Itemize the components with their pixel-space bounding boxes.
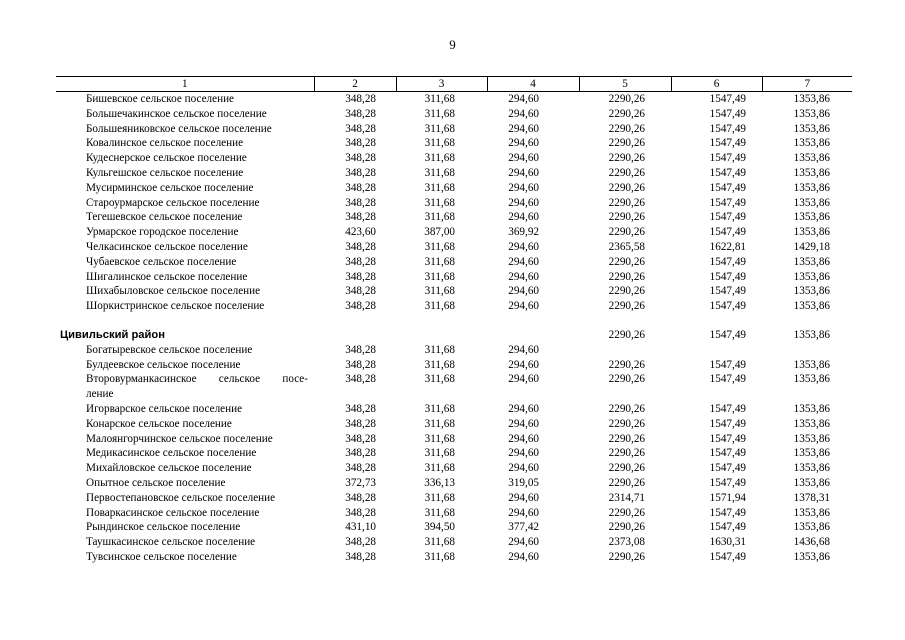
cell-col3: 336,13 (424, 476, 455, 489)
cell-col6: 1547,49 (709, 107, 746, 120)
table-row (56, 196, 852, 211)
spacer-row (56, 314, 852, 328)
cell-col2: 348,28 (345, 373, 376, 386)
cell-col4: 369,92 (508, 226, 539, 239)
cell-col7: 1353,86 (793, 402, 830, 415)
cell-col7: 1353,86 (793, 521, 830, 534)
cell-col3: 311,68 (424, 432, 455, 445)
table-row (56, 476, 852, 491)
settlement-name: Челкасинское сельское поселение (86, 240, 248, 253)
settlement-name: Таушкасинское сельское поселение (86, 536, 256, 549)
cell-col7: 1353,86 (793, 506, 830, 519)
settlement-name: Мусирминское сельское поселение (86, 181, 254, 194)
cell-col4: 319,05 (508, 476, 539, 489)
cell-col4: 294,60 (508, 300, 539, 313)
cell-col7: 1353,86 (793, 270, 830, 283)
table-row (56, 417, 852, 432)
column-number-row (56, 77, 852, 92)
table-row (56, 210, 852, 225)
cell-col7: 1353,86 (793, 358, 830, 371)
cell-col4: 294,60 (508, 343, 539, 356)
cell-col4: 294,60 (508, 447, 539, 460)
table-row (56, 225, 852, 240)
cell-col6: 1547,49 (709, 137, 746, 150)
settlement-name: Игорварское сельское поселение (86, 402, 243, 415)
settlement-name: Второвурманкасинское сельское посе- ление (86, 373, 308, 401)
column-header: 2 (314, 77, 396, 92)
settlement-name: Опытное сельское поселение (86, 476, 226, 489)
column-header: 5 (579, 77, 671, 92)
cell-col2: 348,28 (345, 300, 376, 313)
table-row (56, 270, 852, 285)
cell-col6: 1571,94 (709, 491, 746, 504)
cell-col7: 1353,86 (793, 196, 830, 209)
cell-col2: 348,28 (345, 255, 376, 268)
cell-col3: 311,68 (424, 300, 455, 313)
settlement-name: Медикасинское сельское поселение (86, 447, 257, 460)
cell-col5: 2290,26 (608, 462, 645, 475)
cell-col7: 1353,86 (793, 137, 830, 150)
cell-col2: 348,28 (345, 181, 376, 194)
cell-col4: 294,60 (508, 550, 539, 563)
settlement-name: Урмарское городское поселение (86, 226, 239, 239)
settlement-name: Конарское сельское поселение (86, 417, 232, 430)
cell-col7: 1436,68 (793, 536, 830, 549)
table-row (56, 136, 852, 151)
cell-col5 (579, 343, 671, 358)
cell-col3: 311,68 (424, 255, 455, 268)
table-row (56, 461, 852, 476)
cell-col5: 2290,26 (608, 550, 645, 563)
settlement-name: Поваркасинское сельское поселение (86, 506, 260, 519)
cell-col2: 348,28 (345, 122, 376, 135)
cell-col7: 1353,86 (793, 417, 830, 430)
cell-col3: 311,68 (424, 402, 455, 415)
cell-col5: 2290,26 (608, 521, 645, 534)
settlement-name: Староурмарское сельское поселение (86, 196, 260, 209)
settlement-name: Большеяниковское сельское поселение (86, 122, 272, 135)
district-name: Цивильский район (60, 328, 165, 341)
cell-col2: 348,28 (345, 211, 376, 224)
cell-col7: 1353,86 (793, 373, 830, 386)
cell-col3: 311,68 (424, 343, 455, 356)
cell-col7: 1353,86 (793, 181, 830, 194)
table-row (56, 520, 852, 535)
cell-col3: 311,68 (424, 122, 455, 135)
cell-col6: 1547,49 (709, 285, 746, 298)
cell-col7: 1353,86 (793, 226, 830, 239)
cell-col5: 2290,26 (608, 417, 645, 430)
cell-col5: 2373,08 (608, 536, 645, 549)
column-header: 4 (487, 77, 579, 92)
column-header: 7 (762, 77, 852, 92)
district-row (56, 328, 852, 343)
settlement-name: Ковалинское сельское поселение (86, 137, 244, 150)
cell-col4: 294,60 (508, 255, 539, 268)
cell-col2: 348,28 (345, 506, 376, 519)
cell-col3: 311,68 (424, 211, 455, 224)
cell-col3: 311,68 (424, 93, 455, 105)
cell-col5: 2290,26 (608, 373, 645, 386)
cell-col7: 1353,86 (793, 432, 830, 445)
table-row (56, 358, 852, 373)
cell-col6: 1630,31 (709, 536, 746, 549)
cell-col2: 348,28 (345, 447, 376, 460)
cell-col6: 1547,49 (709, 196, 746, 209)
cell-col7: 1353,86 (793, 255, 830, 268)
cell-col4: 294,60 (508, 93, 539, 105)
cell-col3: 311,68 (424, 462, 455, 475)
cell-col7: 1353,86 (793, 166, 830, 179)
cell-col3: 311,68 (424, 107, 455, 120)
cell-col3: 394,50 (424, 521, 455, 534)
cell-col5: 2290,26 (608, 358, 645, 371)
cell-col5: 2290,26 (608, 270, 645, 283)
cell-col2: 348,28 (345, 196, 376, 209)
column-header: 1 (56, 77, 314, 92)
cell-col5: 2290,26 (608, 300, 645, 313)
cell-col4: 294,60 (508, 240, 539, 253)
cell-col3 (396, 328, 487, 343)
settlements-block-1 (56, 92, 852, 314)
cell-col4: 294,60 (508, 270, 539, 283)
table-row (56, 240, 852, 255)
cell-col2: 348,28 (345, 417, 376, 430)
cell-col3: 311,68 (424, 152, 455, 165)
cell-col2: 348,28 (345, 270, 376, 283)
cell-col5: 2290,26 (608, 211, 645, 224)
page-number: 9 (449, 37, 456, 52)
cell-col4: 377,42 (508, 521, 539, 534)
cell-col3: 387,00 (424, 226, 455, 239)
cell-col2: 348,28 (345, 166, 376, 179)
table-row (56, 446, 852, 461)
cell-col6: 1547,49 (709, 476, 746, 489)
cell-col4: 294,60 (508, 402, 539, 415)
cell-col2: 348,28 (345, 137, 376, 150)
cell-col5: 2290,26 (608, 166, 645, 179)
cell-col7: 1353,86 (793, 211, 830, 224)
district-section (56, 314, 852, 343)
cell-col5: 2290,26 (608, 447, 645, 460)
cell-col6: 1547,49 (709, 506, 746, 519)
cell-col4: 294,60 (508, 373, 539, 386)
cell-col7: 1353,86 (793, 476, 830, 489)
cell-col2: 348,28 (345, 93, 376, 105)
cell-col2: 348,28 (345, 358, 376, 371)
cell-col6: 1547,49 (709, 462, 746, 475)
settlement-name: Шигалинское сельское поселение (86, 270, 248, 283)
cell-col5: 2290,26 (608, 506, 645, 519)
cell-col7: 1353,86 (793, 300, 830, 313)
tariff-table (56, 76, 852, 565)
cell-col4: 294,60 (508, 462, 539, 475)
cell-col3: 311,68 (424, 373, 455, 386)
cell-col5: 2290,26 (608, 285, 645, 298)
cell-col6: 1547,49 (709, 328, 746, 341)
table-row (56, 491, 852, 506)
settlement-name: Кудеснерское сельское поселение (86, 152, 247, 165)
cell-col2: 348,28 (345, 285, 376, 298)
cell-col4: 294,60 (508, 285, 539, 298)
cell-col2: 348,28 (345, 491, 376, 504)
cell-col4: 294,60 (508, 196, 539, 209)
cell-col7: 1353,86 (793, 93, 830, 105)
cell-col4: 294,60 (508, 107, 539, 120)
cell-col2: 348,28 (345, 550, 376, 563)
settlement-name: Булдеевское сельское поселение (86, 358, 241, 371)
table-row (56, 550, 852, 565)
cell-col7: 1353,86 (793, 152, 830, 165)
settlement-name: Рындинское сельское поселение (86, 521, 241, 534)
cell-col2 (314, 328, 396, 343)
cell-col5: 2290,26 (608, 432, 645, 445)
column-header: 6 (671, 77, 762, 92)
cell-col6: 1547,49 (709, 358, 746, 371)
cell-col4: 294,60 (508, 166, 539, 179)
settlement-name: Шихабыловское сельское поселение (86, 285, 261, 298)
cell-col2: 372,73 (345, 476, 376, 489)
table-row (56, 535, 852, 550)
settlement-name: Тегешевское сельское поселение (86, 211, 243, 224)
cell-col6: 1622,81 (709, 240, 746, 253)
settlement-name: Кульгешское сельское поселение (86, 166, 244, 179)
cell-col4: 294,60 (508, 506, 539, 519)
settlement-name: Малоянгорчинское сельское поселение (86, 432, 273, 445)
table-row (56, 432, 852, 447)
settlement-name: Первостепановское сельское поселение (86, 491, 276, 504)
cell-col4: 294,60 (508, 211, 539, 224)
cell-col6: 1547,49 (709, 122, 746, 135)
cell-col4: 294,60 (508, 491, 539, 504)
cell-col5: 2290,26 (608, 255, 645, 268)
cell-col6: 1547,49 (709, 402, 746, 415)
cell-col6 (671, 343, 762, 358)
cell-col5: 2365,58 (608, 240, 645, 253)
cell-col5: 2290,26 (608, 122, 645, 135)
cell-col5: 2290,26 (608, 226, 645, 239)
cell-col5: 2314,71 (608, 491, 645, 504)
cell-col6: 1547,49 (709, 373, 746, 386)
cell-col3: 311,68 (424, 166, 455, 179)
cell-col3: 311,68 (424, 240, 455, 253)
table-row (56, 92, 852, 107)
cell-col5: 2290,26 (608, 402, 645, 415)
cell-col3: 311,68 (424, 181, 455, 194)
cell-col6: 1547,49 (709, 521, 746, 534)
cell-col7: 1353,86 (793, 285, 830, 298)
cell-col3: 311,68 (424, 358, 455, 371)
settlements-block-2 (56, 343, 852, 565)
cell-col6: 1547,49 (709, 211, 746, 224)
cell-col3: 311,68 (424, 285, 455, 298)
cell-col5: 2290,26 (608, 181, 645, 194)
cell-col3: 311,68 (424, 491, 455, 504)
settlement-name: Большечакинское сельское поселение (86, 107, 267, 120)
cell-col5: 2290,26 (608, 107, 645, 120)
cell-col4: 294,60 (508, 358, 539, 371)
settlement-name: Тувсинское сельское поселение (86, 550, 237, 563)
cell-col6: 1547,49 (709, 255, 746, 268)
cell-col7: 1353,86 (793, 550, 830, 563)
cell-col7: 1353,86 (793, 447, 830, 460)
column-header: 3 (396, 77, 487, 92)
cell-col6: 1547,49 (709, 166, 746, 179)
cell-col5: 2290,26 (608, 196, 645, 209)
cell-col6: 1547,49 (709, 152, 746, 165)
table-row (56, 122, 852, 137)
settlement-name: Шоркистринское сельское поселение (86, 300, 265, 313)
cell-col7: 1378,31 (793, 491, 830, 504)
cell-col4: 294,60 (508, 152, 539, 165)
cell-col7: 1353,86 (793, 462, 830, 475)
cell-col4: 294,60 (508, 432, 539, 445)
cell-col2: 348,28 (345, 432, 376, 445)
cell-col4: 294,60 (508, 417, 539, 430)
cell-col2: 348,28 (345, 462, 376, 475)
cell-col3: 311,68 (424, 506, 455, 519)
cell-col6: 1547,49 (709, 417, 746, 430)
table-row (56, 166, 852, 181)
cell-col5: 2290,26 (608, 476, 645, 489)
cell-col4: 294,60 (508, 122, 539, 135)
cell-col4: 294,60 (508, 536, 539, 549)
cell-col4: 294,60 (508, 137, 539, 150)
cell-col6: 1547,49 (709, 93, 746, 105)
cell-col7: 1353,86 (793, 107, 830, 120)
table-row (56, 284, 852, 299)
cell-col5: 2290,26 (608, 93, 645, 105)
cell-col5: 2290,26 (608, 328, 645, 341)
cell-col2: 431,10 (345, 521, 376, 534)
cell-col2: 348,28 (345, 152, 376, 165)
cell-col5: 2290,26 (608, 137, 645, 150)
cell-col7: 1353,86 (793, 122, 830, 135)
table-row (56, 181, 852, 196)
cell-col7: 1429,18 (793, 240, 830, 253)
table-row (56, 372, 852, 402)
cell-col3: 311,68 (424, 137, 455, 150)
cell-col2: 348,28 (345, 107, 376, 120)
cell-col2: 348,28 (345, 402, 376, 415)
cell-col2: 348,28 (345, 240, 376, 253)
table-row (56, 255, 852, 270)
cell-col2: 348,28 (345, 343, 376, 356)
settlement-name: Бишевское сельское поселение (86, 93, 235, 105)
settlement-name: Богатыревское сельское поселение (86, 343, 253, 356)
cell-col2: 348,28 (345, 536, 376, 549)
cell-col6: 1547,49 (709, 181, 746, 194)
settlement-name: Михайловское сельское поселение (86, 462, 252, 475)
cell-col6: 1547,49 (709, 447, 746, 460)
table-row (56, 107, 852, 122)
cell-col7: 1353,86 (793, 328, 830, 341)
cell-col3: 311,68 (424, 447, 455, 460)
cell-col2: 423,60 (345, 226, 376, 239)
cell-col7 (762, 343, 852, 358)
table-row (56, 299, 852, 314)
cell-col3: 311,68 (424, 196, 455, 209)
settlement-name: Чубаевское сельское поселение (86, 255, 237, 268)
cell-col3: 311,68 (424, 417, 455, 430)
table-row (56, 151, 852, 166)
table-row (56, 343, 852, 358)
cell-col6: 1547,49 (709, 300, 746, 313)
cell-col4: 294,60 (508, 181, 539, 194)
cell-col5: 2290,26 (608, 152, 645, 165)
cell-col3: 311,68 (424, 536, 455, 549)
cell-col6: 1547,49 (709, 270, 746, 283)
cell-col6: 1547,49 (709, 226, 746, 239)
table-row (56, 506, 852, 521)
cell-col3: 311,68 (424, 270, 455, 283)
cell-col6: 1547,49 (709, 432, 746, 445)
cell-col3: 311,68 (424, 550, 455, 563)
cell-col6: 1547,49 (709, 550, 746, 563)
cell-col4 (487, 328, 579, 343)
table-row (56, 402, 852, 417)
